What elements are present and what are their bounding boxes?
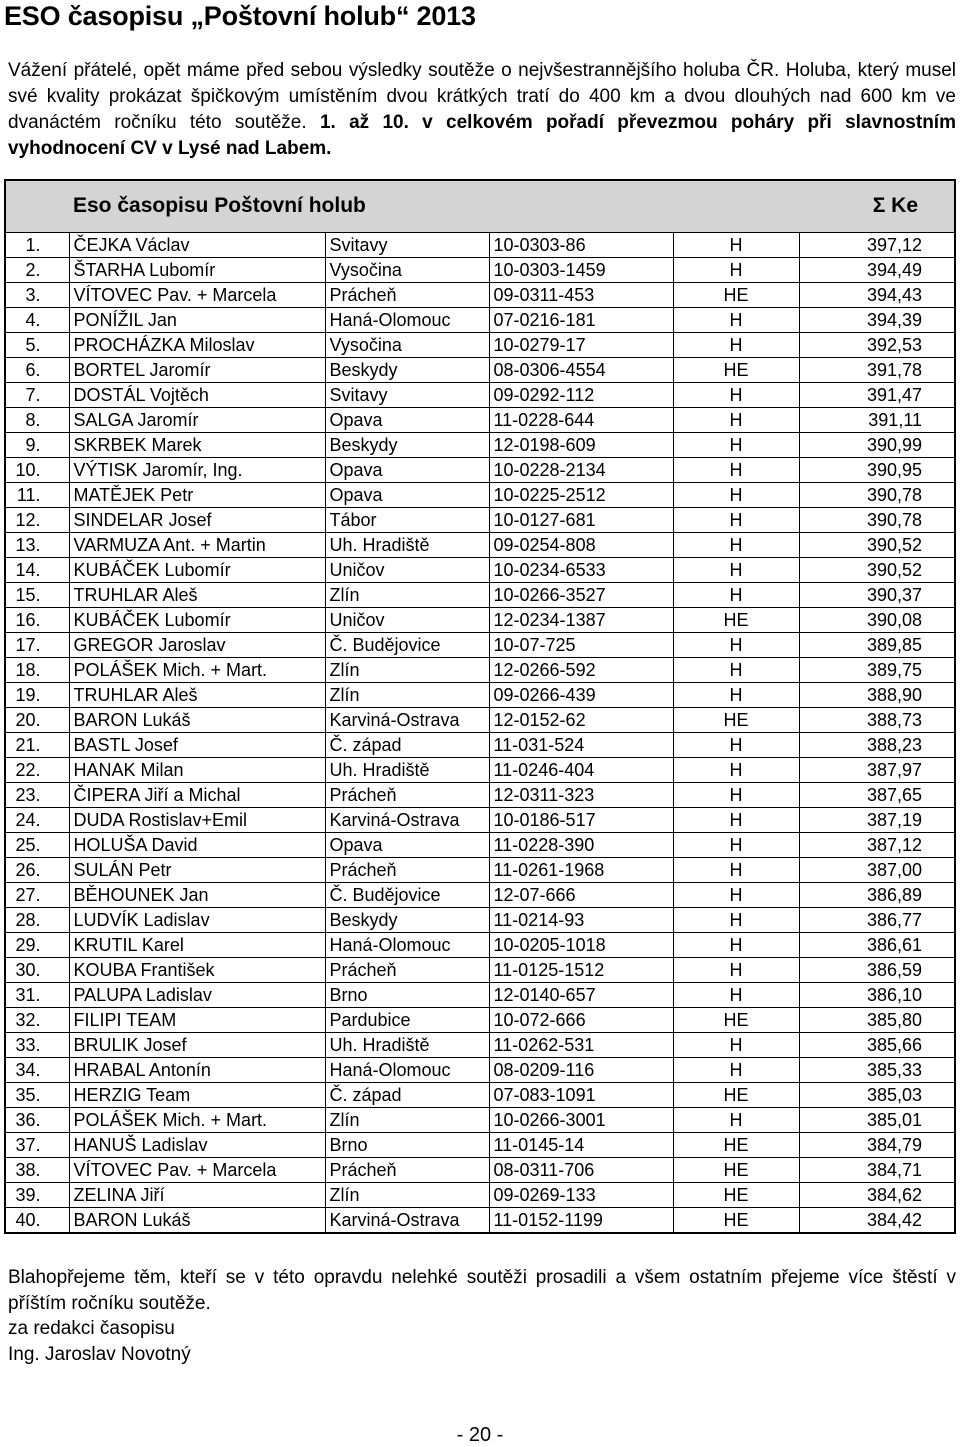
score-cell: 386,77 (799, 907, 955, 932)
rank-cell: 12. (5, 507, 69, 532)
rank-cell: 15. (5, 582, 69, 607)
table-row (5, 882, 955, 907)
ring-number-cell: 10-0266-3001 (489, 1107, 673, 1132)
sex-cell: HE (673, 1182, 799, 1207)
signature-text: Ing. Jaroslav Novotný (8, 1343, 191, 1365)
name-cell: KRUTIL Karel (69, 932, 325, 957)
table-row (5, 682, 955, 707)
region-cell: Č. západ (325, 1082, 489, 1107)
rank-cell: 9. (5, 432, 69, 457)
table-row (5, 407, 955, 432)
sex-cell: H (673, 1057, 799, 1082)
region-cell: Č. Budějovice (325, 632, 489, 657)
table-row (5, 1107, 955, 1132)
region-cell: Karviná-Ostrava (325, 1207, 489, 1233)
rank-cell: 16. (5, 607, 69, 632)
name-cell: VÍTOVEC Pav. + Marcela (69, 1157, 325, 1182)
name-cell: VARMUZA Ant. + Martin (69, 532, 325, 557)
ring-number-cell: 12-0266-592 (489, 657, 673, 682)
rank-cell: 25. (5, 832, 69, 857)
score-cell: 385,33 (799, 1057, 955, 1082)
score-cell: 394,39 (799, 307, 955, 332)
score-cell: 390,95 (799, 457, 955, 482)
name-cell: POLÁŠEK Mich. + Mart. (69, 1107, 325, 1132)
rank-cell: 17. (5, 632, 69, 657)
table-row (5, 232, 955, 257)
sex-cell: H (673, 482, 799, 507)
rank-cell: 22. (5, 757, 69, 782)
sex-cell: HE (673, 1207, 799, 1233)
table-row (5, 357, 955, 382)
sex-cell: HE (673, 707, 799, 732)
table-row (5, 732, 955, 757)
rank-cell: 34. (5, 1057, 69, 1082)
name-cell: SINDELAR Josef (69, 507, 325, 532)
sex-cell: H (673, 732, 799, 757)
score-cell: 394,43 (799, 282, 955, 307)
region-cell: Vysočina (325, 332, 489, 357)
score-cell: 388,90 (799, 682, 955, 707)
ring-number-cell: 09-0269-133 (489, 1182, 673, 1207)
name-cell: BĚHOUNEK Jan (69, 882, 325, 907)
sex-cell: H (673, 757, 799, 782)
rank-cell: 8. (5, 407, 69, 432)
sex-cell: HE (673, 1082, 799, 1107)
ring-number-cell: 10-0225-2512 (489, 482, 673, 507)
region-cell: Svitavy (325, 382, 489, 407)
ring-number-cell: 10-07-725 (489, 632, 673, 657)
region-cell: Haná-Olomouc (325, 932, 489, 957)
table-row (5, 382, 955, 407)
ring-number-cell: 10-0205-1018 (489, 932, 673, 957)
rank-cell: 13. (5, 532, 69, 557)
score-cell: 389,75 (799, 657, 955, 682)
region-cell: Vysočina (325, 257, 489, 282)
region-cell: Pardubice (325, 1007, 489, 1032)
rank-cell: 31. (5, 982, 69, 1007)
name-cell: MATĚJEK Petr (69, 482, 325, 507)
ring-number-cell: 11-0261-1968 (489, 857, 673, 882)
score-cell: 397,12 (799, 232, 955, 257)
name-cell: SULÁN Petr (69, 857, 325, 882)
score-cell: 384,62 (799, 1182, 955, 1207)
sex-cell: H (673, 507, 799, 532)
region-cell: Karviná-Ostrava (325, 807, 489, 832)
name-cell: KOUBA František (69, 957, 325, 982)
header-score: Σ Ke (799, 180, 955, 232)
rank-cell: 6. (5, 357, 69, 382)
sex-cell: H (673, 657, 799, 682)
table-row (5, 257, 955, 282)
name-cell: HERZIG Team (69, 1082, 325, 1107)
region-cell: Karviná-Ostrava (325, 707, 489, 732)
rank-cell: 10. (5, 457, 69, 482)
rank-cell: 24. (5, 807, 69, 832)
table-row (5, 457, 955, 482)
name-cell: BASTL Josef (69, 732, 325, 757)
score-cell: 384,79 (799, 1132, 955, 1157)
ring-number-cell: 12-0152-62 (489, 707, 673, 732)
name-cell: ZELINA Jiří (69, 1182, 325, 1207)
region-cell: Uh. Hradiště (325, 757, 489, 782)
name-cell: PALUPA Ladislav (69, 982, 325, 1007)
editorial-text: za redakci časopisu (8, 1318, 175, 1339)
ring-number-cell: 11-031-524 (489, 732, 673, 757)
name-cell: ČIPERA Jiří a Michal (69, 782, 325, 807)
region-cell: Zlín (325, 682, 489, 707)
region-cell: Prácheň (325, 957, 489, 982)
region-cell: Haná-Olomouc (325, 307, 489, 332)
region-cell: Beskydy (325, 357, 489, 382)
score-cell: 388,23 (799, 732, 955, 757)
table-row (5, 707, 955, 732)
table-row (5, 632, 955, 657)
score-cell: 384,42 (799, 1207, 955, 1233)
sex-cell: H (673, 857, 799, 882)
rank-cell: 26. (5, 857, 69, 882)
intro-bold-text: 1. až 10. v celkovém pořadí převezmou poháry při slavnostním vyhodnocení CV v Lysé nad Labem. (8, 112, 956, 159)
table-row (5, 782, 955, 807)
sex-cell: HE (673, 607, 799, 632)
region-cell: Uničov (325, 607, 489, 632)
ring-number-cell: 10-0234-6533 (489, 557, 673, 582)
sex-cell: H (673, 307, 799, 332)
table-row (5, 1182, 955, 1207)
ring-number-cell: 12-0234-1387 (489, 607, 673, 632)
region-cell: Uh. Hradiště (325, 1032, 489, 1057)
rank-cell: 7. (5, 382, 69, 407)
region-cell: Prácheň (325, 782, 489, 807)
results-table (4, 179, 956, 1234)
intro-text: Vážení přátelé, opět máme před sebou výsledky soutěže o nejvšestrannějšího holuba ČR. Holuba, který musel své kvality prokázat špičkovým umístěním dvou krátkých tratí do 400 km a dvou dlouhých nad 600 km ve dvanáctém ročníku této soutěže. (8, 60, 956, 133)
region-cell: Prácheň (325, 1157, 489, 1182)
name-cell: BORTEL Jaromír (69, 357, 325, 382)
score-cell: 385,03 (799, 1082, 955, 1107)
name-cell: BRULIK Josef (69, 1032, 325, 1057)
intro-paragraph (8, 58, 956, 162)
score-cell: 394,49 (799, 257, 955, 282)
sex-cell: H (673, 957, 799, 982)
table-row (5, 657, 955, 682)
sex-cell: H (673, 782, 799, 807)
table-row (5, 557, 955, 582)
table-row (5, 532, 955, 557)
rank-cell: 37. (5, 1132, 69, 1157)
ring-number-cell: 11-0145-14 (489, 1132, 673, 1157)
table-row (5, 832, 955, 857)
sex-cell: H (673, 682, 799, 707)
table-row (5, 807, 955, 832)
rank-cell: 40. (5, 1207, 69, 1233)
score-cell: 390,52 (799, 532, 955, 557)
table-row (5, 1082, 955, 1107)
table-row (5, 582, 955, 607)
sex-cell: HE (673, 1007, 799, 1032)
score-cell: 391,47 (799, 382, 955, 407)
sex-cell: H (673, 932, 799, 957)
name-cell: HANUŠ Ladislav (69, 1132, 325, 1157)
rank-cell: 30. (5, 957, 69, 982)
name-cell: DOSTÁL Vojtěch (69, 382, 325, 407)
sex-cell: H (673, 407, 799, 432)
name-cell: KUBÁČEK Lubomír (69, 607, 325, 632)
rank-cell: 38. (5, 1157, 69, 1182)
ring-number-cell: 10-0127-681 (489, 507, 673, 532)
sex-cell: H (673, 332, 799, 357)
region-cell: Brno (325, 1132, 489, 1157)
header-title: Eso časopisu Poštovní holub (69, 180, 489, 232)
region-cell: Opava (325, 407, 489, 432)
table-header-row (5, 180, 955, 232)
score-cell: 384,71 (799, 1157, 955, 1182)
table-row (5, 857, 955, 882)
name-cell: TRUHLAR Aleš (69, 682, 325, 707)
score-cell: 386,89 (799, 882, 955, 907)
header-ring-cell (489, 180, 673, 232)
region-cell: Uh. Hradiště (325, 532, 489, 557)
rank-cell: 20. (5, 707, 69, 732)
sex-cell: H (673, 382, 799, 407)
region-cell: Č. Budějovice (325, 882, 489, 907)
score-cell: 386,10 (799, 982, 955, 1007)
table-row (5, 1207, 955, 1233)
sex-cell: H (673, 257, 799, 282)
ring-number-cell: 10-0228-2134 (489, 457, 673, 482)
region-cell: Opava (325, 832, 489, 857)
page-number: - 20 - (456, 1424, 504, 1446)
table-row (5, 1007, 955, 1032)
table-row (5, 1057, 955, 1082)
sex-cell: H (673, 807, 799, 832)
header-rank-cell (5, 180, 69, 232)
score-cell: 386,59 (799, 957, 955, 982)
sex-cell: H (673, 882, 799, 907)
name-cell: PROCHÁZKA Miloslav (69, 332, 325, 357)
score-cell: 390,78 (799, 507, 955, 532)
name-cell: HOLUŠA David (69, 832, 325, 857)
region-cell: Prácheň (325, 857, 489, 882)
name-cell: GREGOR Jaroslav (69, 632, 325, 657)
sex-cell: HE (673, 1132, 799, 1157)
table-row (5, 1157, 955, 1182)
score-cell: 390,08 (799, 607, 955, 632)
rank-cell: 18. (5, 657, 69, 682)
rank-cell: 27. (5, 882, 69, 907)
score-cell: 390,99 (799, 432, 955, 457)
sex-cell: H (673, 457, 799, 482)
results-table-body (5, 180, 955, 1233)
name-cell: HRABAL Antonín (69, 1057, 325, 1082)
region-cell: Tábor (325, 507, 489, 532)
ring-number-cell: 12-0311-323 (489, 782, 673, 807)
name-cell: ČEJKA Václav (69, 232, 325, 257)
rank-cell: 1. (5, 232, 69, 257)
sex-cell: H (673, 1032, 799, 1057)
ring-number-cell: 11-0228-390 (489, 832, 673, 857)
rank-cell: 4. (5, 307, 69, 332)
name-cell: LUDVÍK Ladislav (69, 907, 325, 932)
ring-number-cell: 08-0209-116 (489, 1057, 673, 1082)
ring-number-cell: 07-0216-181 (489, 307, 673, 332)
rank-cell: 14. (5, 557, 69, 582)
name-cell: TRUHLAR Aleš (69, 582, 325, 607)
region-cell: Opava (325, 482, 489, 507)
name-cell: SKRBEK Marek (69, 432, 325, 457)
rank-cell: 28. (5, 907, 69, 932)
table-row (5, 757, 955, 782)
ring-number-cell: 07-083-1091 (489, 1082, 673, 1107)
name-cell: ŠTARHA Lubomír (69, 257, 325, 282)
table-row (5, 1032, 955, 1057)
ring-number-cell: 09-0254-808 (489, 532, 673, 557)
name-cell: VÍTOVEC Pav. + Marcela (69, 282, 325, 307)
ring-number-cell: 11-0214-93 (489, 907, 673, 932)
region-cell: Beskydy (325, 907, 489, 932)
name-cell: BARON Lukáš (69, 707, 325, 732)
ring-number-cell: 10-0186-517 (489, 807, 673, 832)
rank-cell: 35. (5, 1082, 69, 1107)
score-cell: 390,37 (799, 582, 955, 607)
rank-cell: 19. (5, 682, 69, 707)
ring-number-cell: 10-0303-86 (489, 232, 673, 257)
rank-cell: 33. (5, 1032, 69, 1057)
rank-cell: 2. (5, 257, 69, 282)
score-cell: 385,66 (799, 1032, 955, 1057)
region-cell: Prácheň (325, 282, 489, 307)
sex-cell: H (673, 832, 799, 857)
ring-number-cell: 11-0262-531 (489, 1032, 673, 1057)
region-cell: Č. západ (325, 732, 489, 757)
score-cell: 385,01 (799, 1107, 955, 1132)
table-row (5, 957, 955, 982)
rank-cell: 32. (5, 1007, 69, 1032)
ring-number-cell: 10-072-666 (489, 1007, 673, 1032)
ring-number-cell: 11-0152-1199 (489, 1207, 673, 1233)
score-cell: 387,12 (799, 832, 955, 857)
score-cell: 391,78 (799, 357, 955, 382)
ring-number-cell: 09-0311-453 (489, 282, 673, 307)
region-cell: Opava (325, 457, 489, 482)
table-row (5, 432, 955, 457)
score-cell: 392,53 (799, 332, 955, 357)
ring-number-cell: 09-0266-439 (489, 682, 673, 707)
congrats-text: Blahopřejeme těm, kteří se v této opravdu nelehké soutěži prosadili a všem ostatním přejeme více štěstí v příštím ročníku soutěže. (8, 1267, 956, 1314)
table-row (5, 932, 955, 957)
score-cell: 388,73 (799, 707, 955, 732)
sex-cell: H (673, 232, 799, 257)
sex-cell: H (673, 982, 799, 1007)
region-cell: Zlín (325, 1107, 489, 1132)
name-cell: SALGA Jaromír (69, 407, 325, 432)
table-row (5, 332, 955, 357)
rank-cell: 39. (5, 1182, 69, 1207)
rank-cell: 21. (5, 732, 69, 757)
name-cell: DUDA Rostislav+Emil (69, 807, 325, 832)
table-row (5, 482, 955, 507)
header-sex-cell (673, 180, 799, 232)
ring-number-cell: 11-0125-1512 (489, 957, 673, 982)
ring-number-cell: 10-0279-17 (489, 332, 673, 357)
region-cell: Brno (325, 982, 489, 1007)
name-cell: HANAK Milan (69, 757, 325, 782)
score-cell: 387,00 (799, 857, 955, 882)
table-row (5, 982, 955, 1007)
table-row (5, 507, 955, 532)
ring-number-cell: 12-0140-657 (489, 982, 673, 1007)
score-cell: 387,19 (799, 807, 955, 832)
name-cell: FILIPI TEAM (69, 1007, 325, 1032)
region-cell: Svitavy (325, 232, 489, 257)
name-cell: PONÍŽIL Jan (69, 307, 325, 332)
sex-cell: HE (673, 357, 799, 382)
score-cell: 387,65 (799, 782, 955, 807)
closing-block (8, 1265, 956, 1367)
rank-cell: 3. (5, 282, 69, 307)
region-cell: Haná-Olomouc (325, 1057, 489, 1082)
score-cell: 385,80 (799, 1007, 955, 1032)
name-cell: KUBÁČEK Lubomír (69, 557, 325, 582)
ring-number-cell: 10-0266-3527 (489, 582, 673, 607)
rank-cell: 23. (5, 782, 69, 807)
sex-cell: HE (673, 1157, 799, 1182)
sex-cell: H (673, 532, 799, 557)
score-cell: 387,97 (799, 757, 955, 782)
sex-cell: H (673, 557, 799, 582)
table-row (5, 1132, 955, 1157)
name-cell: VÝTISK Jaromír, Ing. (69, 457, 325, 482)
score-cell: 386,61 (799, 932, 955, 957)
page-title: ESO časopisu „Poštovní holub“ 2013 (4, 1, 476, 31)
ring-number-cell: 08-0311-706 (489, 1157, 673, 1182)
table-row (5, 907, 955, 932)
sex-cell: H (673, 582, 799, 607)
rank-cell: 36. (5, 1107, 69, 1132)
score-cell: 389,85 (799, 632, 955, 657)
rank-cell: 5. (5, 332, 69, 357)
sex-cell: HE (673, 282, 799, 307)
score-cell: 390,78 (799, 482, 955, 507)
ring-number-cell: 10-0303-1459 (489, 257, 673, 282)
ring-number-cell: 09-0292-112 (489, 382, 673, 407)
rank-cell: 29. (5, 932, 69, 957)
region-cell: Zlín (325, 582, 489, 607)
sex-cell: H (673, 907, 799, 932)
ring-number-cell: 12-0198-609 (489, 432, 673, 457)
region-cell: Zlín (325, 657, 489, 682)
sex-cell: H (673, 432, 799, 457)
ring-number-cell: 08-0306-4554 (489, 357, 673, 382)
sex-cell: H (673, 1107, 799, 1132)
name-cell: POLÁŠEK Mich. + Mart. (69, 657, 325, 682)
score-cell: 390,52 (799, 557, 955, 582)
table-row (5, 282, 955, 307)
table-row (5, 307, 955, 332)
score-cell: 391,11 (799, 407, 955, 432)
name-cell: BARON Lukáš (69, 1207, 325, 1233)
ring-number-cell: 12-07-666 (489, 882, 673, 907)
table-row (5, 607, 955, 632)
rank-cell: 11. (5, 482, 69, 507)
ring-number-cell: 11-0228-644 (489, 407, 673, 432)
region-cell: Beskydy (325, 432, 489, 457)
sex-cell: H (673, 632, 799, 657)
region-cell: Uničov (325, 557, 489, 582)
region-cell: Zlín (325, 1182, 489, 1207)
ring-number-cell: 11-0246-404 (489, 757, 673, 782)
